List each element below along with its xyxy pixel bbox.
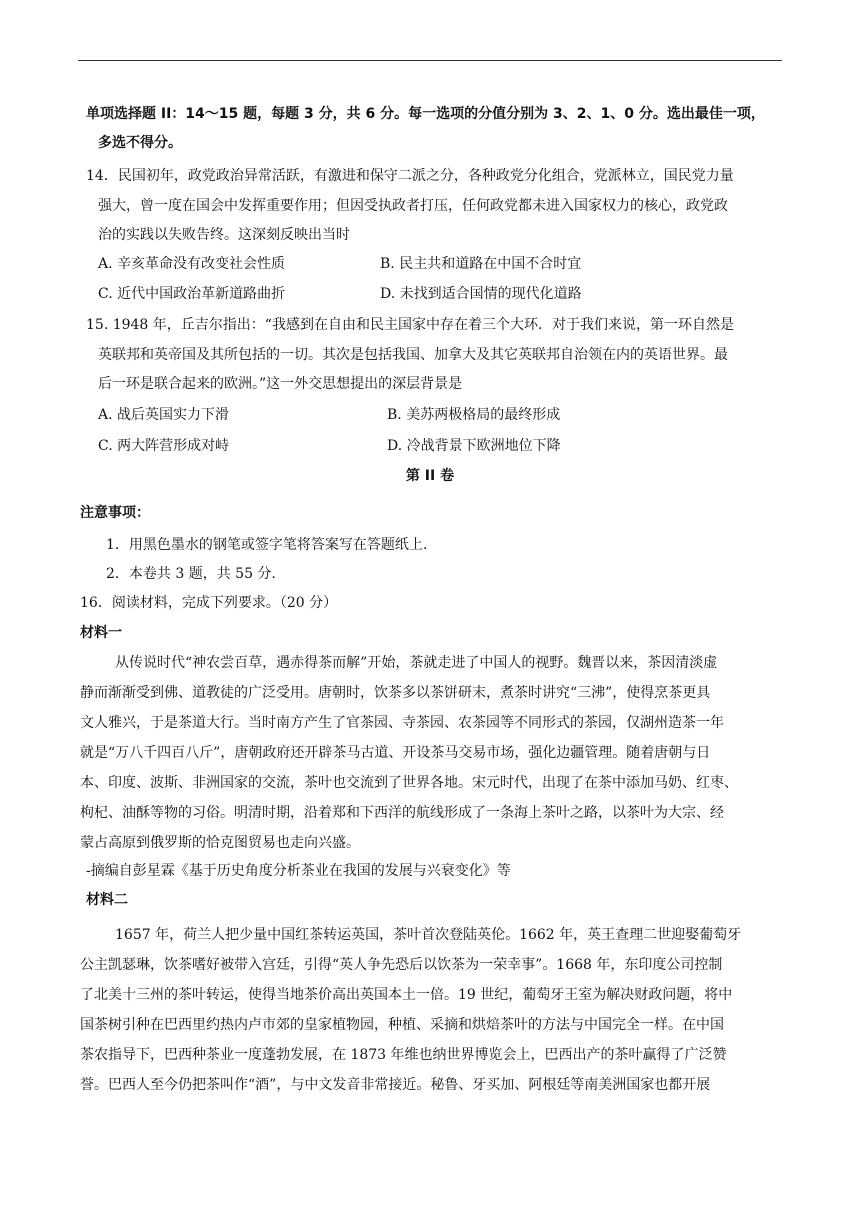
q15-stem-line: 英联邦和英帝国及其所包括的一切。其次是包括我国、加拿大及其它英联邦自治领在内的英语世界。最 <box>98 347 728 363</box>
notes-item: 1．用黑色墨水的钢笔或签字笔将答案写在答题纸上. <box>106 537 428 553</box>
q14-option-c: C. 近代中国政治革新道路曲折 <box>98 286 286 302</box>
q15-option-c: C. 两大阵营形成对峙 <box>98 438 230 454</box>
material1-line: 本、印度、波斯、非洲国家的交流，茶叶也交流到了世界各地。宋元时代，出现了在茶中添加马奶、红枣、 <box>80 775 738 791</box>
material1-line: 就是“万八千四百八斤”，唐朝政府还开辟茶马古道、开设茶马交易市场，强化边疆管理。随着唐朝与日 <box>80 745 711 761</box>
q15-option-d: D. 冷战背景下欧洲地位下降 <box>387 438 561 454</box>
q14-option-b: B. 民主共和道路在中国不合时宜 <box>380 256 582 272</box>
material1-line: 静而渐渐受到佛、道教徒的广泛受用。唐朝时，饮茶多以茶饼研末，煮茶时讲究“三沸”，使得烹茶更具 <box>80 685 711 701</box>
q15-stem-line: 15. 1948 年，丘吉尔指出：“我感到在自由和民主国家中存在着三个大环．对于我们来说，第一环自然是 <box>86 317 734 333</box>
q16-prompt: 16．阅读材料，完成下列要求。（20 分） <box>80 595 338 611</box>
material1-line: 蒙占高原到俄罗斯的恰克图贸易也走向兴盛。 <box>80 835 360 851</box>
material1-line: 枸杞、油酥等物的习俗。明清时期，沿着郑和下西洋的航线形成了一条海上茶叶之路，以茶叶为大宗、经 <box>80 805 724 821</box>
q14-option-d: D. 未找到适合国情的现代化道路 <box>380 286 582 302</box>
material2-line: 1657 年，荷兰人把少量中国红茶转运英国，茶叶首次登陆英伦。1662 年，英王查理二世迎娶葡萄牙 <box>115 927 742 943</box>
notes-item: 2．本卷共 3 题，共 55 分. <box>106 566 276 582</box>
material1-line: 从传说时代“神农尝百草，遇赤得茶而解”开始，茶就走进了中国人的视野。魏晋以来，茶因清淡虚 <box>115 655 718 671</box>
material1-source: -摘编自彭星霖《基于历史角度分析茶业在我国的发展与兴衰变化》等 <box>86 863 511 879</box>
material2-line: 公主凯瑟琳，饮茶嗜好被带入宫廷，引得“英人争先恐后以饮茶为一荣幸事”。1668 年，东印度公司控制 <box>80 957 723 973</box>
material2-line: 了北美十三州的茶叶转运，使得当地茶价高出英国本土一倍。19 世纪，葡萄牙王室为解决财政问题，将中 <box>80 987 733 1003</box>
notes-heading: 注意事项： <box>80 505 150 521</box>
material1-heading: 材料一 <box>80 625 122 641</box>
header-rule <box>78 60 782 61</box>
material2-heading: 材料二 <box>86 892 128 908</box>
part2-title: 第 II 卷 <box>405 468 455 484</box>
material2-line: 誉。巴西人至今仍把茶叫作“酒”，与中文发音非常接近。秘鲁、牙买加、阿根廷等南美洲国家也都开展 <box>80 1077 711 1093</box>
material1-line: 文人雅兴，于是茶道大行。当时南方产生了官茶园、寺茶园、农茶园等不同形式的茶园，仅湖州造茶一年 <box>80 715 724 731</box>
material2-line: 茶农指导下，巴西种茶业一度蓬勃发展，在 1873 年维也纳世界博览会上，巴西出产的茶叶赢得了广泛赞 <box>80 1047 727 1063</box>
q14-stem-line: 14．民国初年，政党政治异常活跃，有激进和保守二派之分，各种政党分化组合，党派林立，国民党力量 <box>86 168 734 184</box>
section-instruction-line: 单项选择题 II：14～15 题，每题 3 分，共 6 分。每一选项的分值分别为 3、2、1、0 分。选出最佳一项， <box>86 106 765 122</box>
q14-stem-line: 治的实践以失败告终。这深刻反映出当时 <box>98 227 350 243</box>
section-instruction-line: 多选不得分。 <box>98 135 182 151</box>
q15-option-b: B. 美苏两极格局的最终形成 <box>387 407 561 423</box>
q14-option-a: A. 辛亥革命没有改变社会性质 <box>98 256 286 272</box>
q14-stem-line: 强大，曾一度在国会中发挥重要作用；但因受执政者打压，任何政党都未进入国家权力的核心，政党政 <box>98 198 728 214</box>
q15-option-a: A. 战后英国实力下滑 <box>98 407 230 423</box>
q15-stem-line: 后一环是联合起来的欧洲。”这一外交思想提出的深层背景是 <box>98 376 463 392</box>
material2-line: 国茶树引种在巴西里约热内卢市郊的皇家植物园，种植、采摘和烘焙茶叶的方法与中国完全一样。在中国 <box>80 1017 724 1033</box>
